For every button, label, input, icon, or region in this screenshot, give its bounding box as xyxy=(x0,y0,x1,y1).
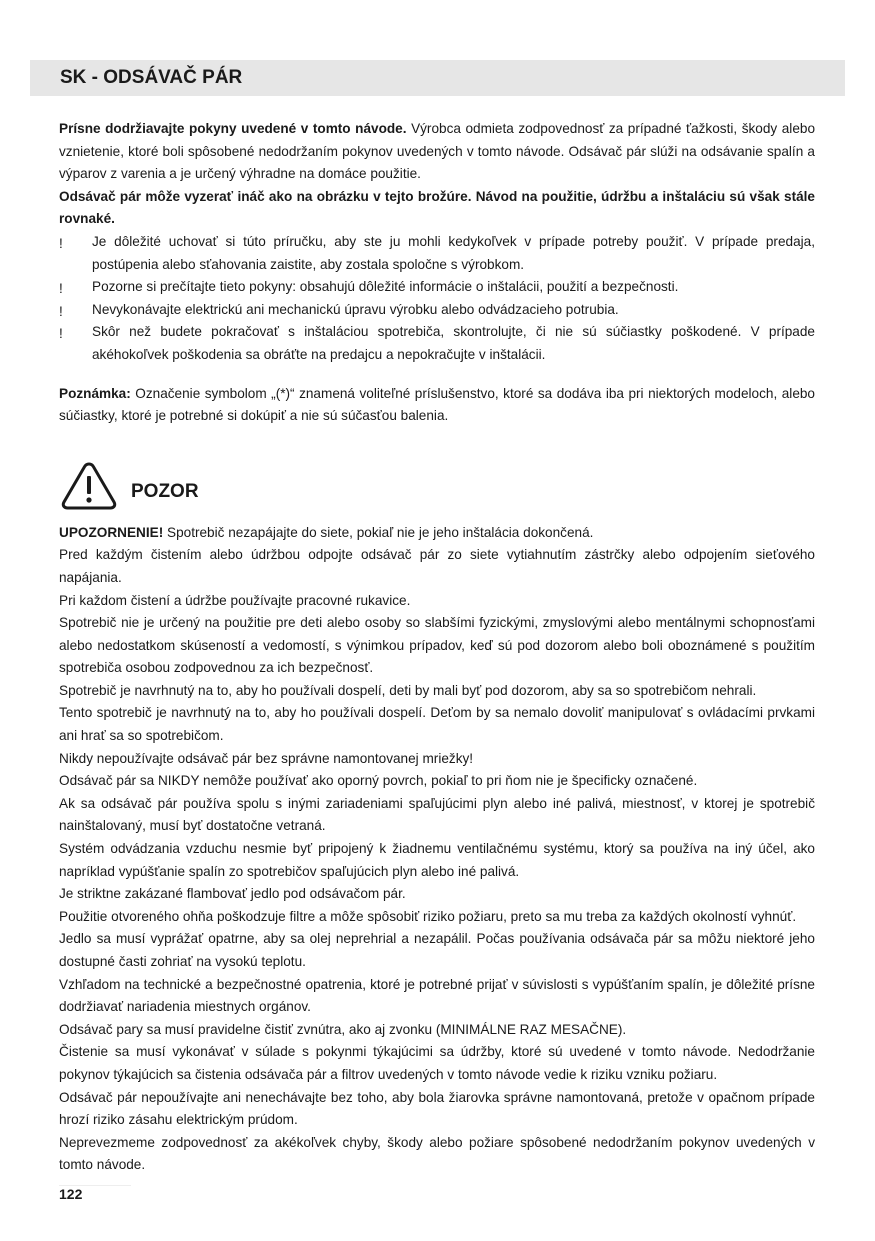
intro-bold-paragraph: Odsávač pár môže vyzerať ináč ako na obrázku v tejto brožúre. Návod na použitie, údržbu a inštaláciu sú však stále rovnaké. xyxy=(59,188,815,227)
warning-item xyxy=(59,231,815,276)
page-title: SK - ODSÁVAČ PÁR xyxy=(60,67,243,88)
warning-text: Pozorne si prečítajte tieto pokyny: obsahujú dôležité informácie o inštalácii, použití a bezpečnosti. xyxy=(92,279,679,295)
warning-text: Skôr než budete pokračovať s inštaláciou spotrebiča, skontrolujte, či nie sú súčiastky poškodené. V prípade akéhokoľvek poškodenia sa obráťte na predajcu a nepokračujte v inštalácii. xyxy=(92,324,815,362)
warning-list xyxy=(59,231,815,367)
safety-paragraph: Použitie otvoreného ohňa poškodzuje filtre a môže spôsobiť riziko požiaru, preto sa mu treba za každých okolností vyhnúť. xyxy=(59,908,797,924)
safety-paragraph: Neprevezmeme zodpovednosť za akékoľvek chyby, škody alebo požiare spôsobené nedodržaním pokynov uvedených v tomto návode. xyxy=(59,1134,815,1173)
caution-paragraph xyxy=(59,522,815,545)
intro-lead-text: Výrobca odmieta zodpovednosť za prípadné ťažkosti, škody alebo vznietenie, ktoré boli spôsobené nedodržaním pokynov uvedených v tomto návode. Odsávač pár slúži na odsávanie spalín a výparov z varenia a je určený výhradne na domáce použitie. xyxy=(59,121,816,182)
safety-paragraph: Odsávač pár nepoužívajte ani nenechávajte bez toho, aby bola žiarovka správne namontovaná, pretože v opačnom prípade hrozí riziko zásahu elektrickým prúdom. xyxy=(59,1089,815,1128)
intro-lead-bold: Prísne dodržiavajte pokyny uvedené v tomto návode. xyxy=(59,121,407,136)
safety-paragraph: Pri každom čistení a údržbe používajte pracovné rukavice. xyxy=(59,592,411,608)
safety-paragraph: Spotrebič je navrhnutý na to, aby ho používali dospelí, deti by mali byť pod dozorom, aby sa so spotrebičom nehrali. xyxy=(59,682,757,698)
warning-triangle-icon xyxy=(59,460,119,512)
exclamation-icon: ! xyxy=(59,281,63,297)
safety-paragraph: Nikdy nepoužívajte odsávač pár bez správne namontovanej mriežky! xyxy=(59,750,474,766)
document-body xyxy=(59,118,815,1177)
section-header xyxy=(30,60,845,96)
safety-paragraph: Odsávač pár sa NIKDY nemôže používať ako oporný povrch, pokiaľ to pri ňom nie je špecificky označené. xyxy=(59,773,698,789)
note-text: Označenie symbolom „(*)“ znamená voliteľné príslušenstvo, ktoré sa dodáva iba pri niektorých modeloch, alebo súčiastky, ktoré je potrebné si dokúpiť a nie sú súčasťou balenia. xyxy=(59,385,815,424)
warning-text: Nevykonávajte elektrickú ani mechanickú úpravu výrobku alebo odvádzacieho potrubia. xyxy=(92,301,619,317)
note-paragraph xyxy=(59,383,815,428)
exclamation-icon: ! xyxy=(59,303,63,319)
pozor-heading xyxy=(59,458,815,514)
caution-text: Spotrebič nezapájajte do siete, pokiaľ nie je jeho inštalácia dokončená. xyxy=(163,524,594,540)
safety-paragraph: Je striktne zakázané flambovať jedlo pod odsávačom pár. xyxy=(59,886,406,902)
exclamation-icon: ! xyxy=(59,326,63,342)
warning-item xyxy=(59,299,815,322)
safety-paragraph: Systém odvádzania vzduchu nesmie byť pripojený k žiadnemu ventilačnému systému, ktorý sa používa na iný účel, ako napríklad vypúšťanie spalín zo spotrebičov spaľujúcich plyn alebo iné palivá. xyxy=(59,841,815,879)
safety-paragraph: Jedlo sa musí vyprážať opatrne, aby sa olej neprehrial a nezapálil. Počas používania odsávača pár sa môžu niektoré jeho dostupné časti zohriať na vysokú teplotu. xyxy=(59,931,815,969)
safety-paragraph: Pred každým čistením alebo údržbou odpojte odsávač pár zo siete vytiahnutím zástrčky alebo odpojením sieťového napájania. xyxy=(59,547,815,585)
pozor-title: POZOR xyxy=(131,481,199,503)
warning-text: Je dôležité uchovať si túto príručku, aby ste ju mohli kedykoľvek v prípade potreby použiť. V prípade predaja, postúpenia alebo sťahovania zaistite, aby zostala spoločne s výrobkom. xyxy=(92,233,815,272)
safety-paragraph: Ak sa odsávač pár používa spolu s inými zariadeniami spaľujúcimi plyn alebo iné palivá, miestnosť, v ktorej je spotrebič nainštalovaný, musí byť dostatočne vetraná. xyxy=(59,795,815,834)
safety-paragraph: Čistenie sa musí vykonávať v súlade s pokynmi týkajúcimi sa údržby, ktoré sú uvedené v tomto návode. Nedodržanie pokynov týkajúcich sa čistenia odsávača pár a filtrov uvedených v tomto návode vedie k riziku vzniku požiaru. xyxy=(59,1044,815,1082)
warning-item xyxy=(59,276,815,299)
safety-paragraph: Spotrebič nie je určený na použitie pre deti alebo osoby so slabšími fyzickými, zmyslovými alebo mentálnymi schopnosťami alebo nedostatkom skúseností a vedomostí, s výnimkou prípadov, keď sú pod dozorom alebo boli oboznámené s použitím spotrebiča osobou zodpovednou za ich bezpečnosť. xyxy=(59,615,815,676)
caution-label: UPOZORNENIE! xyxy=(59,524,164,540)
safety-paragraph: Tento spotrebič je navrhnutý na to, aby ho používali dospelí. Deťom by sa nemalo dovoliť manipulovať s ovládacími prvkami ani hrať sa so spotrebičom. xyxy=(59,705,815,744)
safety-paragraph: Odsávač pary sa musí pravidelne čistiť zvnútra, ako aj zvonku (MINIMÁLNE RAZ MESAČNE). xyxy=(59,1021,627,1037)
note-label: Poznámka: xyxy=(59,385,131,401)
page-number: 122 xyxy=(59,1186,83,1202)
intro-paragraph xyxy=(59,118,815,186)
safety-paragraph: Vzhľadom na technické a bezpečnostné opatrenia, ktoré je potrebné prijať v súvislosti s vypúšťaním spalín, je dôležité prísne dodržiavať nariadenia miestnych orgánov. xyxy=(59,976,815,1015)
exclamation-icon: ! xyxy=(59,235,63,251)
warning-item xyxy=(59,321,815,366)
